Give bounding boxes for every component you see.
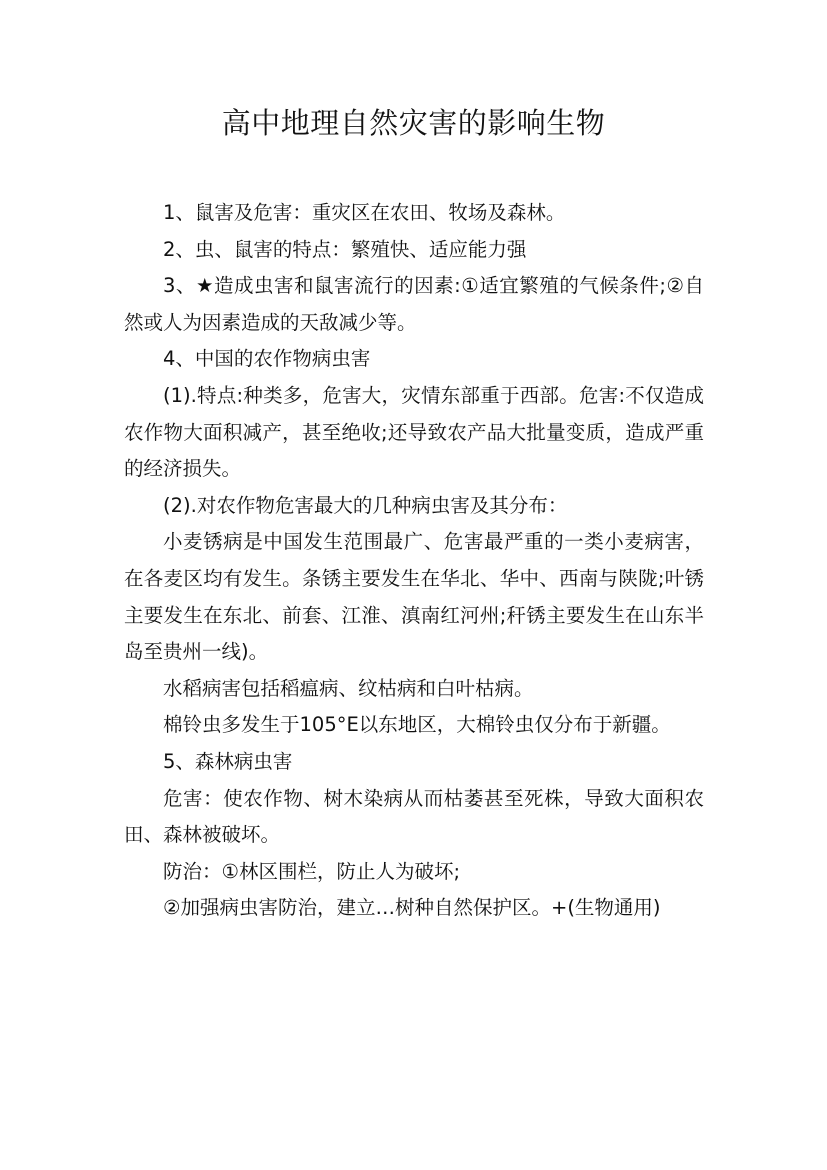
paragraph-rodent-damage: 1、鼠害及危害：重灾区在农田、牧场及森林。 xyxy=(163,201,566,224)
paragraph-prevention-2: ②加强病虫害防治，建立…树种自然保护区。+(生物通用) xyxy=(163,896,661,920)
paragraph-forest-damage: 危害：使农作物、树木染病从而枯萎甚至死株，导致大面积农田、森林被破坏。 xyxy=(124,786,704,847)
paragraph-rice-disease: 水稻病害包括稻瘟病、纹枯病和白叶枯病。 xyxy=(163,676,534,700)
paragraph-pest-factors: 3、★造成虫害和鼠害流行的因素:①适宜繁殖的气候条件;②自然或人为因素造成的天敌减少等。 xyxy=(124,274,704,334)
paragraph-cotton-bollworm: 棉铃虫多发生于105°E以东地区，大棉铃虫仅分布于新疆。 xyxy=(163,713,671,737)
paragraph-forest-pests-heading: 5、森林病虫害 xyxy=(163,749,293,773)
paragraph-crop-pests-heading: 4、中国的农作物病虫害 xyxy=(163,347,371,371)
paragraph-prevention-1: 防治：①林区围栏，防止人为破坏; xyxy=(163,859,461,883)
paragraph-pest-characteristics: 2、虫、鼠害的特点：繁殖快、适应能力强 xyxy=(163,237,527,261)
paragraph-crop-pests-features: (1).特点:种类多，危害大，灾情东部重于西部。危害:不仅造成农作物大面积减产，甚至绝收;还导致农产品大批量变质，造成严重的经济损失。 xyxy=(124,383,704,481)
document-body xyxy=(124,195,704,927)
paragraph-crop-pests-distribution: (2).对农作物危害最大的几种病虫害及其分布： xyxy=(163,493,568,517)
paragraph-wheat-rust: 小麦锈病是中国发生范围最广、危害最严重的一类小麦病害，在各麦区均有发生。条锈主要发生在华北、华中、西南与陕陇;叶锈主要发生在东北、前套、江淮、滇南红河州;秆锈主要发生在山东半岛至贵州一线)。 xyxy=(124,530,704,664)
document-title: 高中地理自然灾害的影响生物 xyxy=(221,106,606,140)
